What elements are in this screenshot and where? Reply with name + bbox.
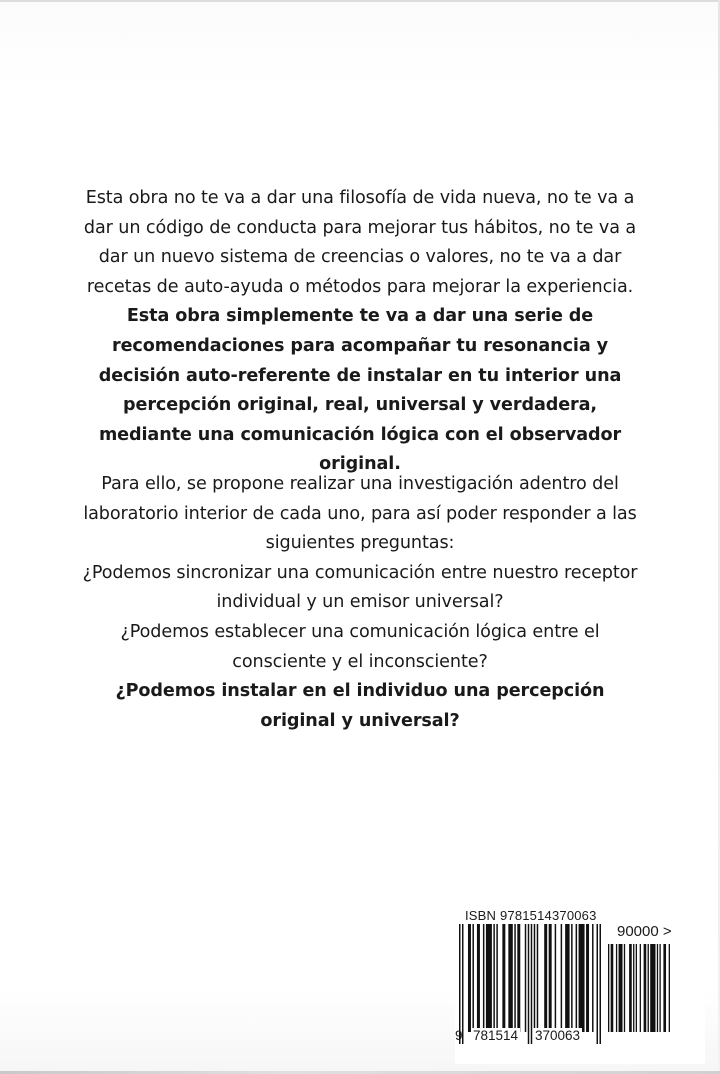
isbn-label: ISBN 9781514370063 [465,908,597,923]
barcode-bar [576,924,577,1032]
main-barcode-bars [459,924,601,1044]
barcode-bar [644,944,647,1032]
barcode-bar [555,924,556,1032]
barcode-bar [549,924,552,1032]
barcode-bar [477,924,480,1032]
questions-paragraph [80,470,640,736]
barcode-bar [502,924,505,1032]
barcode-bar [483,924,484,1032]
barcode-bar [472,924,473,1032]
barcode-bar [493,924,494,1032]
barcode-digit-lead: 9 [455,1028,463,1043]
barcode-bar [611,944,614,1032]
barcode-bar [508,924,512,1032]
barcode-bar [496,924,497,1032]
barcode-bar [597,924,598,1044]
barcode-bar [663,944,666,1032]
question-3: ¿Podemos instalar en el individuo una percepción original y universal? [115,681,605,731]
barcode-bar [659,944,660,1032]
questions-intro: Para ello, se propone realizar una investigación adentro del laboratorio interior de cada uno, para así poder responder a las siguientes preguntas: [83,474,637,554]
price-addon-bars [608,944,670,1044]
barcode-bar [486,924,492,1032]
barcode-bar [592,924,593,1032]
barcode-bar [571,924,572,1032]
barcode-bar [636,944,637,1032]
barcode-bar [534,924,535,1032]
barcode-bar [619,944,623,1032]
barcode-bar [608,944,609,1032]
barcode-bar [514,924,515,1032]
barcode-bar [648,944,649,1032]
barcode-bar [629,944,632,1032]
barcode-bar [468,924,471,1032]
barcode-bar [616,944,617,1032]
barcode-bar [525,924,526,1032]
page-edge-top [0,0,720,2]
barcode-bar [650,944,655,1032]
barcode-bar [633,944,634,1032]
barcode-bar [657,944,658,1032]
barcode-bar [561,924,562,1032]
description-regular-text: Esta obra no te va a dar una filosofía de vida nueva, no te va a dar un código de conducta para mejorar tus hábitos, no te va a dar un nuevo sistema de creencias o valores, no te va a dar recetas de auto-ayuda o métodos para mejorar la experiencia. [83,188,637,297]
barcode-bar [565,924,569,1032]
barcode-digit-group-2: 370063 [535,1028,581,1043]
barcode-bar [459,924,460,1044]
barcode-bar [600,924,601,1044]
barcode-bar [586,924,589,1032]
barcode-bar [579,924,585,1032]
question-2: ¿Podemos establecer una comunicación lógica entre el consciente y el inconsciente? [120,621,600,672]
barcode-digit-group-1: 781514 [473,1028,519,1043]
barcode-bar [462,924,463,1044]
barcode-bar [528,924,529,1044]
barcode-bar [537,924,538,1032]
barcode-bar [517,924,520,1032]
description-bold-text: Esta obra simplemente te va a dar una serie de recomendaciones para acompañar tu resonancia y decisión auto-referente de instalar en tu interior una percepción original, real, universal y verdadera, mediante una comunicación lógica con el observador original. [98,306,622,475]
barcode-bar [669,944,670,1032]
isbn-barcode [455,904,705,1064]
question-1: ¿Podemos sincronizar una comunicación entre nuestro receptor individual y un emisor universal? [82,562,638,613]
barcode-bar [640,944,641,1032]
barcode-bar [531,924,532,1044]
barcode-bar [544,924,547,1032]
price-addon-label: 90000 > [617,923,672,940]
barcode-bar [624,944,625,1032]
description-paragraph [80,184,640,480]
